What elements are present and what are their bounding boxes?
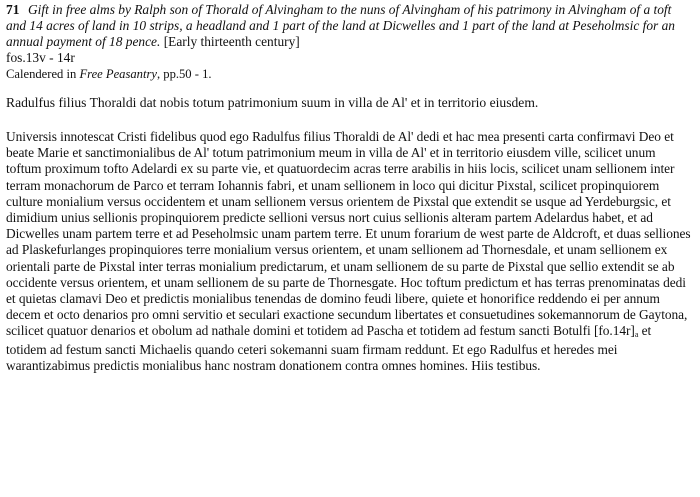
- entry-summary: Gift in free alms by Ralph son of Thorald of Alvingham to the nuns of Alvingham of his patrimony in Alvingham of a toft and 14 acres of land in 10 strips, a headland and 1 part of the land at Dicwelles and 1 part of the land at Peseholmsic for an annual payment of 18 pence.: [6, 2, 676, 49]
- calendared-reference: [6, 66, 692, 82]
- calendared-suffix: , pp.50 - 1.: [156, 67, 212, 81]
- calendared-title: Free Peasantry: [79, 67, 157, 81]
- calendared-prefix: Calendered in: [6, 67, 80, 81]
- footnote-mark: a: [634, 330, 639, 340]
- charter-text-after: et totidem ad festum sancti Michaelis quando ceteri sokemanni suam firmam reddunt. Et ego Radulfus et heredes mei warantizabimus predictis monialibus hanc nostram donationem contra omnes homines. Hiis testibus.: [6, 323, 652, 373]
- charter-text-before: Universis innotescat Cristi fidelibus quod ego Radulfus filius Thoraldi de Al' dedi et hac mea presenti carta confirmavi Deo et beate Marie et sanctimonialibus de Al' totum patrimonium meum in villa de Al' et in territorio eiusdem ville, scilicet unum toftum proximum tofto Adelardi ex su parte vie, et quatuordecim acras terre arabilis in hiis locis, scilicet unam sellionem inter terram monachorum de Parco et terram Iohannis fabri, et unam sellionem in loco qui dicitur Pixstal, scilicet propinquiorem culture monialium versus occidentem et unam sellionem versus orientem de Pixstal que extendit se usque ad Yerdeburgsic, et dimidium unius sellionis propinquiorem predicte sellioni versus nort cuius sellionis alteram partem Adelardus habet, et ad Dicwelles unam partem terre et ad Peseholmsic unam partem terre. Et unum forarium de west parte de Aldcroft, et duas selliones ad Plaskefurlanges propinquiores terre monialium versus orientem, et unam sellionem ad Thornesdale, et unam sellionem ex orientali parte de Pixstal inter terras monialium predictarum, et unam sellionem de su parte de Pixstal que sellio extendit se ab occidente versus orientem, et unam sellionem de su parte de Thornesgate. Hoc toftum predictum et has terras prenominatas dedi et quietas clamavi Deo et predictis monialibus tenendas de domino feudi libere, quiete et honorifice reddendo ei per annum decem et octo denarios pro omni servitio et seculari exactione secundum libertates et consuetudines sokemannorum de Gaytona, scilicet quatuor denarios et obolum ad nathale domini et totidem ad Pascha et totidem ad festum sancti Botulfi: [6, 129, 691, 339]
- entry-header: [6, 2, 692, 50]
- folio-reference: fos.13v - 14r: [6, 50, 75, 65]
- folio-marker: [fo.14r]: [593, 323, 635, 339]
- entry-number: 71: [6, 2, 20, 17]
- entry-date: [Early thirteenth century]: [163, 34, 300, 49]
- charter-text: [6, 129, 692, 374]
- rubric: Radulfus filius Thoraldi dat nobis totum patrimonium suum in villa de Al' et in territorio eiusdem.: [6, 95, 539, 110]
